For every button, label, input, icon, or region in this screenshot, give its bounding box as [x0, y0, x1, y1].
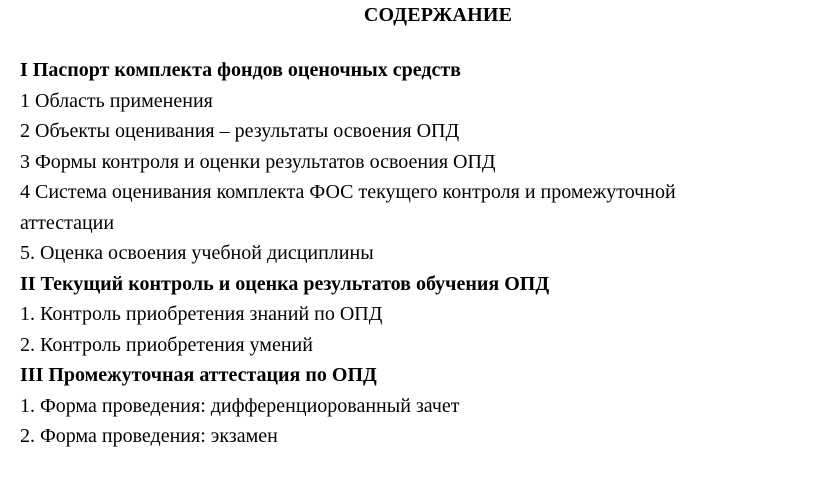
toc-text: 2. Форма проведения: экзамен [20, 425, 278, 447]
toc-text: 1 Область применения [20, 89, 213, 112]
toc-item-2-1 [20, 299, 816, 330]
toc-text: III Промежуточная аттестация по ОПД [20, 364, 377, 386]
toc-text: 2 Объекты оценивания – результаты освоения ОПД [20, 120, 460, 142]
toc-text: 5. Оценка освоения учебной дисциплины [20, 242, 374, 264]
toc-section-3 [20, 360, 816, 391]
toc-item-1-5 [20, 238, 816, 269]
toc-text: 3 Формы контроля и оценки результатов освоения ОПД [20, 150, 496, 173]
toc-text: аттестации [20, 211, 115, 234]
page-title: СОДЕРЖАНИЕ [363, 4, 513, 26]
toc-text: I Паспорт комплекта фондов оценочных средств [20, 59, 461, 81]
toc-section-2 [20, 269, 816, 300]
toc-text: 2. Контроль приобретения умений [20, 333, 313, 356]
toc-item-1-3 [20, 147, 816, 178]
table-of-contents [20, 55, 816, 452]
toc-item-1-2 [20, 116, 816, 147]
toc-text: II Текущий контроль и оценка результатов обучения ОПД [20, 272, 550, 295]
toc-text: 4 Система оценивания комплекта ФОС текущего контроля и промежуточной [20, 181, 676, 203]
toc-text: 1. Контроль приобретения знаний по ОПД [20, 303, 383, 325]
toc-item-1-1 [20, 86, 816, 117]
toc-text: 1. Форма проведения: дифференциорованный зачет [20, 394, 460, 417]
toc-section-1 [20, 55, 816, 86]
toc-item-1-4 [20, 177, 816, 208]
toc-item-1-4-continued [20, 208, 816, 239]
toc-item-2-2 [20, 330, 816, 361]
toc-item-3-1 [20, 391, 816, 422]
toc-item-3-2 [20, 421, 816, 452]
